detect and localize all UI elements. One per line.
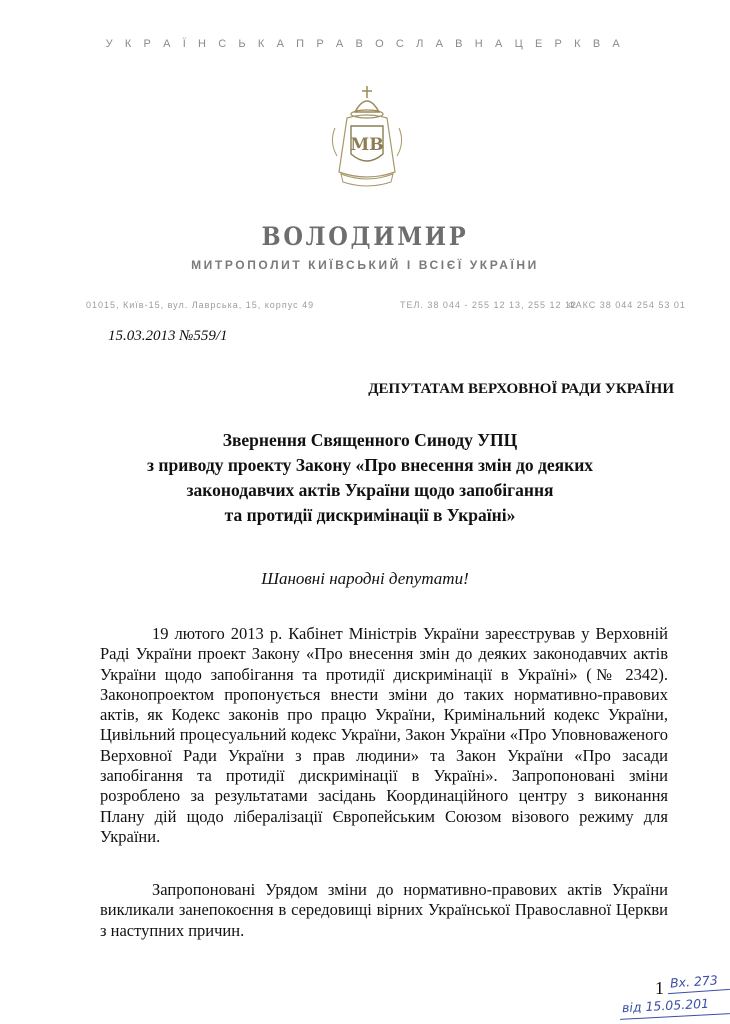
heading-line: з приводу проекту Закону «Про внесення змін до деяких bbox=[146, 455, 594, 475]
incoming-number: Вх. 273 bbox=[669, 972, 719, 991]
greeting: Шановні народні депутати! bbox=[261, 569, 469, 588]
incoming-date: від 15.05.201 bbox=[621, 995, 710, 1016]
contact-phone: ТЕЛ. 38 044 - 255 12 13, 255 12 12 bbox=[400, 300, 578, 310]
incoming-registration-stamp bbox=[618, 972, 730, 1024]
outgoing-number: 15.03.2013 №559/1 bbox=[108, 328, 228, 344]
page-number: 1 bbox=[655, 978, 664, 998]
heading-line: Звернення Священного Синоду УПЦ bbox=[222, 430, 518, 450]
body-paragraph: 19 лютого 2013 р. Кабінет Міністрів України зареєстрував у Верховній Раді України проект Закону «Про внесення змін до деяких законодавчих актів України щодо запобігання та протидії дискримінації в Україні» (№ 2342). Законопроектом пропонується внести зміни до таких нормативно-правових актів, як Кодекс законів про працю України, Кримінальний кодекс України, Цивільний процесуальний кодекс України, Закон України «Про Уповноваженого Верховної Ради України з прав людини» та Закон України «Про засади запобігання та протидії дискримінації в Україні». Запропоновані зміни розроблено за результатами засідань Координаційного центру з виконання Плану дій щодо лібералізації Європейським Союзом візового режиму для України. bbox=[100, 624, 668, 846]
contact-fax: ФАКС 38 044 254 53 01 bbox=[568, 300, 686, 310]
document-heading bbox=[70, 428, 670, 528]
metropolitan-title: МИТРОПОЛИТ КИЇВСЬКИЙ І ВСІЄЇ УКРАЇНИ bbox=[191, 258, 539, 272]
addressee: ДЕПУТАТАМ ВЕРХОВНОЇ РАДИ УКРАЇНИ bbox=[368, 381, 674, 397]
contact-address: 01015, Київ-15, вул. Лаврська, 15, корпус 49 bbox=[86, 300, 315, 310]
church-name: У К Р А Ї Н С Ь К А П Р А В О С Л А В Н А Ц Е Р К В А bbox=[105, 38, 625, 50]
emblem-monogram: МВ bbox=[350, 135, 384, 155]
metropolitan-name: ВОЛОДИМИР bbox=[261, 222, 469, 251]
heading-line: законодавчих актів України щодо запобігання bbox=[186, 480, 554, 500]
body-paragraph: Запропоновані Урядом зміни до нормативно-правових актів України викликали занепокоєння в середовищі вірних Української Православної Церкви з наступних причин. bbox=[100, 880, 668, 940]
metropolitan-emblem-icon bbox=[325, 82, 409, 192]
heading-line: та протидії дискримінації в Україні» bbox=[224, 505, 516, 525]
